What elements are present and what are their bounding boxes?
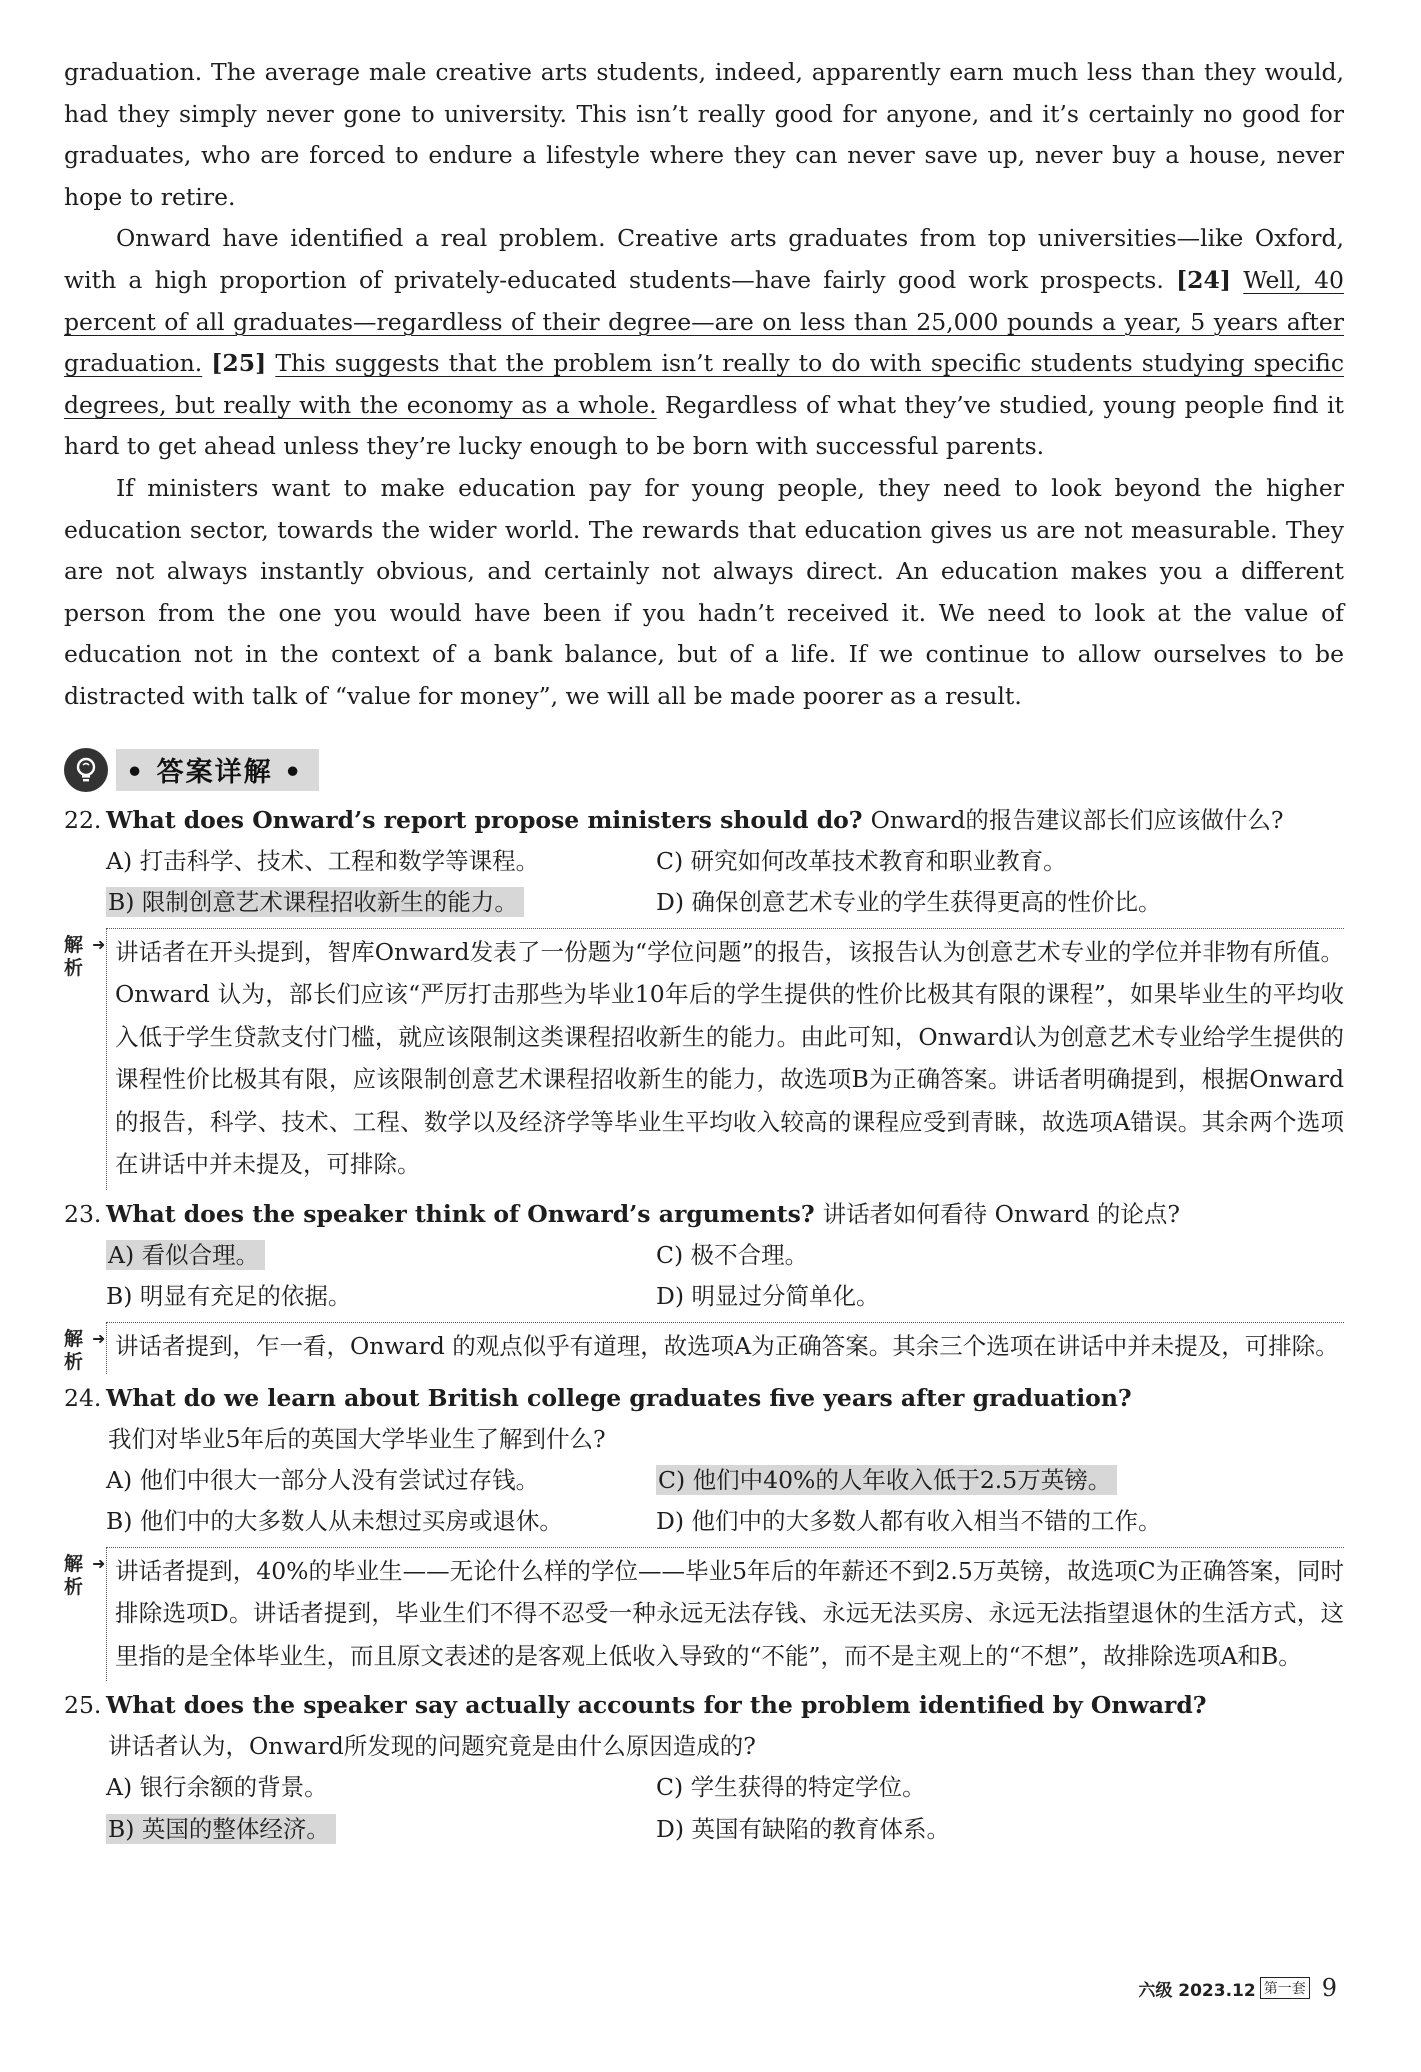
page <box>64 52 1344 1850</box>
analysis-block <box>64 1322 1344 1374</box>
marker-25: [25] <box>211 349 267 378</box>
option-c: C) 学生获得的特定学位。 <box>656 1773 926 1801</box>
option-a: A) 银行余额的背景。 <box>106 1773 328 1801</box>
analysis-label: 解析 <box>64 1552 84 1598</box>
option-b: B) 他们中的大多数人从未想过买房或退休。 <box>106 1507 563 1535</box>
analysis-block <box>64 1547 1344 1682</box>
option-d: D) 他们中的大多数人都有收入相当不错的工作。 <box>656 1507 1162 1535</box>
options <box>64 841 1344 924</box>
question-english: What does the speaker say actually accounts for the problem identified by Onward? <box>106 1691 1207 1719</box>
options <box>64 1460 1344 1543</box>
question-25 <box>64 1685 1344 1850</box>
section-header <box>64 744 1344 796</box>
option-d: D) 确保创意艺术专业的学生获得更高的性价比。 <box>656 888 1162 916</box>
question-chinese: 讲话者认为，Onward所发现的问题究竟是由什么原因造成的? <box>108 1732 756 1760</box>
options <box>64 1235 1344 1318</box>
arrow-right-icon: ➜ <box>92 934 106 954</box>
arrow-right-icon: ➜ <box>92 1553 106 1573</box>
question-english: What does the speaker think of Onward’s arguments? <box>106 1199 815 1228</box>
question-stem <box>64 1685 1344 1726</box>
passage-paragraph-2 <box>64 218 1344 468</box>
marker-24: [24] <box>1176 265 1232 294</box>
option-b: B) 明显有充足的依据。 <box>106 1282 352 1310</box>
analysis-block <box>64 928 1344 1190</box>
lightbulb-icon <box>64 748 108 792</box>
passage-paragraph-3: If ministers want to make education pay for young people, they need to look beyond the higher education sector, towards the wider world. The rewards that education gives us are not measurable. They are not always instantly obvious, and certainly not always direct. An education makes you a different person from the one you would have been if you hadn’t received it. We need to look at the value of education not in the context of a bank balance, but of a life. If we continue to allow ourselves to be distracted with talk of “value for money”, we will all be made poorer as a result. <box>64 473 1344 710</box>
section-title: • 答案详解 • <box>126 757 304 788</box>
option-b <box>106 882 656 924</box>
question-chinese: 我们对毕业5年后的英国大学毕业生了解到什么? <box>108 1424 606 1453</box>
question-english: What does Onward’s report propose ministers should do? <box>106 805 863 834</box>
question-english: What do we learn about British college graduates five years after graduation? <box>106 1383 1132 1412</box>
passage-paragraph-1: graduation. The average male creative arts students, indeed, apparently earn much less than they would, had they simply never gone to university. This isn’t really good for anyone, and it’s certainly no good for graduates, who are forced to endure a lifestyle where they can never save up, never buy a house, never hope to retire. <box>64 58 1344 211</box>
question-22 <box>64 800 1344 1190</box>
analysis-text: 讲话者提到，乍一看，Onward 的观点似乎有道理，故选项A为正确答案。其余三个选项在讲话中并未提及，可排除。 <box>106 1322 1344 1374</box>
analysis-text: 讲话者提到，40%的毕业生——无论什么样的学位——毕业5年后的年薪还不到2.5万英镑，故选项C为正确答案，同时排除选项D。讲话者提到，毕业生们不得不忍受一种永远无法存钱、永远无法买房、永远无法指望退休的生活方式，这里指的是全体毕业生，而且原文表述的是客观上低收入导致的“不能”，而不是主观上的“不想”，故排除选项A和B。 <box>106 1547 1344 1682</box>
option-a: A) 打击科学、技术、工程和数学等课程。 <box>106 846 540 875</box>
analysis-label: 解析 <box>64 933 84 979</box>
question-chinese: Onward的报告建议部长们应该做什么? <box>870 805 1284 834</box>
option-d: D) 明显过分简单化。 <box>656 1282 880 1310</box>
underlined-sentence-25: This suggests that the problem isn’t really to do with specific students studying specific degrees, but really with the economy as a whole. <box>64 349 1344 419</box>
analysis-text: 讲话者在开头提到，智库Onward发表了一份题为“学位问题”的报告，该报告认为创意艺术专业的学位并非物有所值。Onward 认为，部长们应该“严厉打击那些为毕业10年后的学生提供的性价比极其有限的课程”，如果毕业生的平均收入低于学生贷款支付门槛，就应该限制这类课程招收新生的能力。由此可知，Onward认为创意艺术专业给学生提供的课程性价比极其有限，应该限制创意艺术课程招收新生的能力，故选项B为正确答案。讲话者明确提到，根据Onward的报告，科学、技术、工程、数学以及经济学等毕业生平均收入较高的课程应受到青睐，故选项A错误。其余两个选项在讲话中并未提及，可排除。 <box>106 928 1344 1190</box>
question-stem <box>64 1194 1344 1235</box>
option-c: C) 极不合理。 <box>656 1240 809 1269</box>
question-stem <box>64 1378 1344 1419</box>
option-d: D) 英国有缺陷的教育体系。 <box>656 1814 950 1843</box>
analysis-label: 解析 <box>64 1327 84 1373</box>
question-number: 22. <box>64 805 102 834</box>
question-number: 24. <box>64 1383 102 1412</box>
question-stem <box>64 800 1344 841</box>
option-c: C) 研究如何改革技术教育和职业教育。 <box>656 846 1067 875</box>
page-footer <box>1138 1974 1337 2002</box>
option-a: A) 他们中很大一部分人没有尝试过存钱。 <box>106 1465 540 1494</box>
passage <box>64 52 1344 718</box>
question-chinese: 讲话者如何看待 Onward 的论点? <box>822 1199 1180 1228</box>
correct-answer-highlight: B) 限制创意艺术课程招收新生的能力。 <box>106 887 524 917</box>
page-number: 9 <box>1321 1974 1337 2002</box>
paragraph-2-intro: Onward have identified a real problem. Creative arts graduates from top universities—like Oxford, with a high proportion of privately-educated students—have fairly good work prospects. <box>64 224 1344 294</box>
section-title-band <box>116 749 319 791</box>
option-b <box>106 1809 656 1851</box>
question-number: 23. <box>64 1199 102 1228</box>
correct-answer-highlight: B) 英国的整体经济。 <box>106 1814 336 1844</box>
question-number: 25. <box>64 1691 102 1719</box>
option-a <box>106 1235 656 1277</box>
options <box>64 1767 1344 1850</box>
arrow-right-icon: ➜ <box>92 1328 106 1348</box>
question-23 <box>64 1194 1344 1374</box>
exam-series: 六级 2023.12 <box>1138 1980 1256 2001</box>
question-24 <box>64 1378 1344 1682</box>
paragraph-2-end: Regardless of what they’ve studied, young people find it hard to get ahead unless they’re lucky enough to be born with successful parents. <box>64 390 1344 461</box>
option-c <box>656 1460 1376 1502</box>
correct-answer-highlight: C) 他们中40%的人年收入低于2.5万英镑。 <box>656 1465 1117 1495</box>
set-badge: 第一套 <box>1260 1977 1310 1999</box>
underlined-sentence-24: Well, 40 percent of all graduates—regardless of their degree—are on less than 25,000 pounds a year, 5 years after graduation. <box>64 265 1344 378</box>
correct-answer-highlight: A) 看似合理。 <box>106 1240 265 1270</box>
